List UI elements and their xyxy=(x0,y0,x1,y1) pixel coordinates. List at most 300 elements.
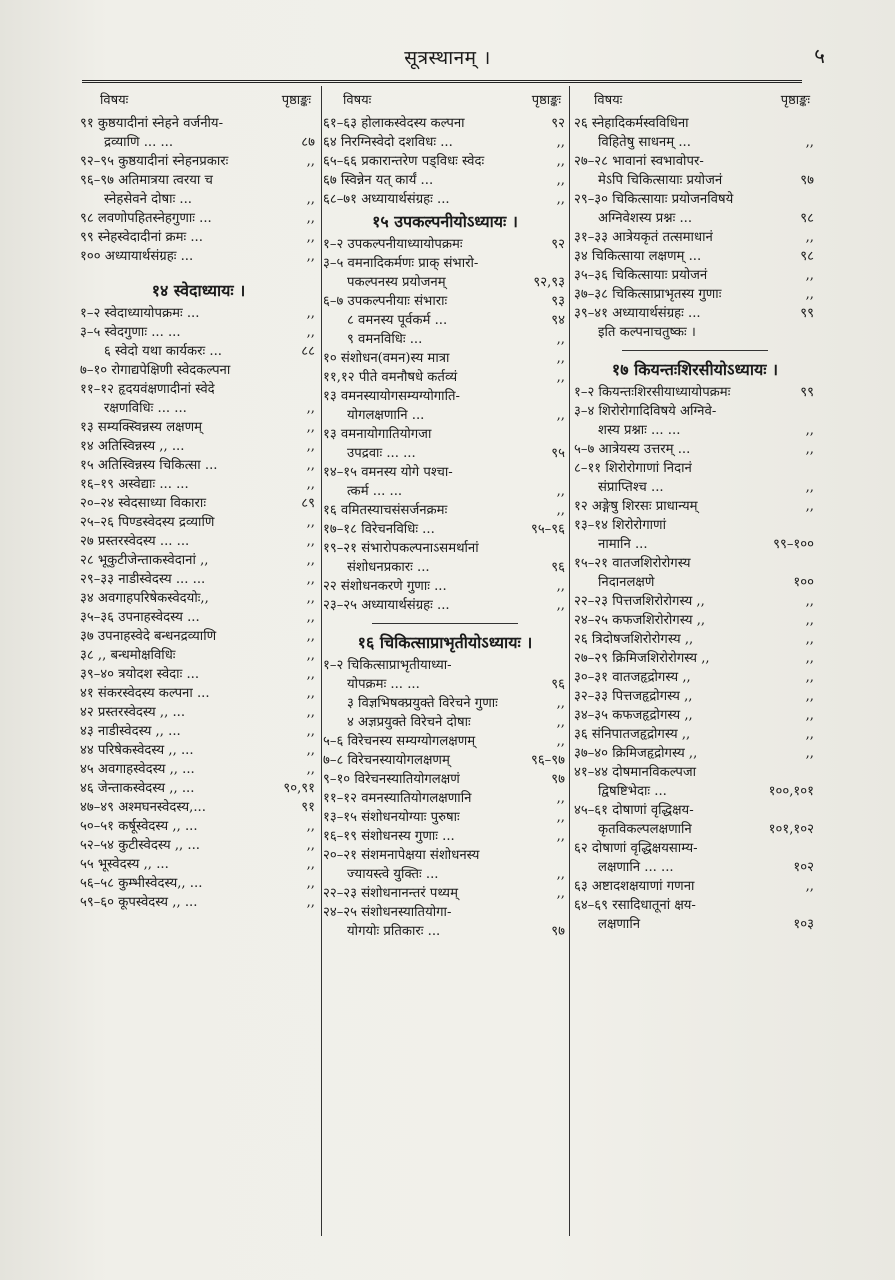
entry-text: ११–१२ हृदयवंक्षणादीनां स्वेदे xyxy=(80,382,215,397)
entry-text: उपद्रवाः ... ... xyxy=(347,446,416,461)
entry-page: ,, xyxy=(306,743,315,758)
entry-page: ,, xyxy=(306,838,315,853)
index-entry xyxy=(80,437,317,456)
entry-text: कृतविकल्पलक्षणानि xyxy=(598,822,692,837)
entry-text: ३२–३३ पित्तजहृद्रोगस्य ,, xyxy=(574,689,693,704)
index-entry xyxy=(80,722,317,741)
column-header xyxy=(574,88,816,114)
index-entry xyxy=(323,406,567,425)
entry-text: १५ अतिस्विन्नस्य चिकित्सा ... xyxy=(80,458,218,473)
entry-text: ३–४ शिरोरोगादिविषये अग्निवे- xyxy=(574,404,717,419)
entry-text: ३७–३८ चिकित्साप्राभृतस्य गुणाः xyxy=(574,287,722,302)
index-entry xyxy=(574,782,816,801)
entry-text: लक्षणानि xyxy=(598,917,641,932)
entry-page: ,, xyxy=(805,746,814,761)
entry-text: ९–१० विरेचनस्यातियोगलक्षणं xyxy=(323,772,460,787)
entry-text: ६२ दोषाणां वृद्धिक्षयसाम्य- xyxy=(574,841,698,856)
entry-page: ,, xyxy=(556,503,565,518)
index-entry xyxy=(80,532,317,551)
index-entry xyxy=(323,694,567,713)
entry-page: ,, xyxy=(306,876,315,891)
index-entry xyxy=(80,247,317,266)
entry-page: ,, xyxy=(306,477,315,492)
entry-page: ,, xyxy=(306,420,315,435)
index-entry xyxy=(80,741,317,760)
index-entry xyxy=(574,152,816,171)
entry-text: ४ अज्ञप्रयुक्ते विरेचने दोषाः xyxy=(347,715,471,730)
index-entry xyxy=(323,311,567,330)
index-entry xyxy=(80,380,317,399)
index-entry xyxy=(323,596,567,615)
entry-page: ९८ xyxy=(800,211,814,226)
entry-text: पकल्पनस्य प्रयोजनम् xyxy=(347,275,446,290)
entry-page: ,, xyxy=(306,325,315,340)
entry-page: ,, xyxy=(556,154,565,169)
entry-text: स्नेहसेवने दोषाः ... xyxy=(104,192,193,207)
entry-text: १३–१४ शिरोरोगाणां xyxy=(574,518,667,533)
index-entry xyxy=(80,570,317,589)
index-entry xyxy=(323,482,567,501)
entry-page: ९६–९७ xyxy=(530,753,565,768)
index-column-1 xyxy=(80,88,317,912)
index-entry xyxy=(323,463,567,482)
entry-page: ,, xyxy=(306,705,315,720)
index-entry xyxy=(80,513,317,532)
entry-text: रक्षणविधिः ... ... xyxy=(104,401,187,416)
entry-page: ,, xyxy=(306,401,315,416)
entry-text: २०–२१ संशमनापेक्षया संशोधनस्य xyxy=(323,848,480,863)
entry-text: १–२ उपकल्पनीयाध्यायोपक्रमः xyxy=(323,237,463,252)
entry-text: ३९–४१ अध्यायार्थसंग्रहः ... xyxy=(574,306,701,321)
entry-page: ,, xyxy=(556,370,565,385)
index-entry xyxy=(574,478,816,497)
index-entry xyxy=(574,402,816,421)
index-entry xyxy=(323,444,567,463)
entry-text: ५९–६० कूपस्वेदस्य ,, ... xyxy=(80,895,198,910)
entry-text: ६५–६६ प्रकारान्तरेण पड्विधः स्वेदः xyxy=(323,154,485,169)
entry-page: ९९ xyxy=(800,385,814,400)
entry-page: ९८ xyxy=(800,249,814,264)
entry-text: नामानि ... xyxy=(598,537,648,552)
entry-text: ५०–५१ कर्षूस्वेदस्य ,, ... xyxy=(80,819,198,834)
entry-text: संप्राप्तिश्च ... xyxy=(598,480,664,495)
entry-page: ,, xyxy=(306,819,315,834)
entry-page: ,, xyxy=(805,613,814,628)
column-header-subject: विषयः xyxy=(594,93,623,108)
entry-page: ,, xyxy=(556,867,565,882)
index-column-2 xyxy=(323,88,567,941)
entry-page: ,, xyxy=(556,829,565,844)
chapter-heading: १४ स्वेदाध्यायः । xyxy=(151,281,246,300)
entry-page: ,, xyxy=(805,442,814,457)
entry-text: ४५ अवगाहस्वेदस्य ,, ... xyxy=(80,762,195,777)
entry-text: ४१–४४ दोषमानविकल्पजा xyxy=(574,765,697,780)
entry-text: ज्यायस्त्वे युक्तिः ... xyxy=(347,867,439,882)
index-entry xyxy=(323,425,567,444)
spacer xyxy=(80,266,317,278)
entry-page: ,, xyxy=(306,572,315,587)
entry-text: १०० अध्यायार्थसंग्रहः ... xyxy=(80,249,194,264)
entry-text: ५–६ विरेचनस्य सम्यग्योगलक्षणम् xyxy=(323,734,476,749)
index-entry xyxy=(574,190,816,209)
entry-page: ९९–१०० xyxy=(773,537,814,552)
entry-text: २२–२३ पित्तजशिरोरोगस्य ,, xyxy=(574,594,705,609)
index-entry xyxy=(323,751,567,770)
index-entry xyxy=(80,703,317,722)
entry-text: १३ वमनस्यायोगसम्यग्योगाति- xyxy=(323,389,460,404)
index-entry xyxy=(323,903,567,922)
index-entry xyxy=(323,235,567,254)
entry-text: ४७–४९ अश्मघनस्वेदस्य,... xyxy=(80,800,206,815)
index-entry xyxy=(574,915,816,934)
index-entry xyxy=(80,475,317,494)
entry-page: ९२,९३ xyxy=(533,275,565,290)
index-entry xyxy=(574,592,816,611)
entry-text: २३–२५ अध्यायार्थसंग्रहः ... xyxy=(323,598,450,613)
entry-text: ४५–६१ दोषाणां वृद्धिक्षय- xyxy=(574,803,694,818)
entry-page: ,, xyxy=(556,715,565,730)
entry-text: ३७–४० क्रिमिजहृद्रोगस्य ,, xyxy=(574,746,698,761)
index-entry xyxy=(574,228,816,247)
entry-page: ,, xyxy=(306,553,315,568)
index-entry xyxy=(323,152,567,171)
entry-text: १२ अङ्गेषु शिरसः प्राधान्यम् xyxy=(574,499,698,514)
index-entry xyxy=(323,789,567,808)
entry-text: योगयोः प्रतिकारः ... xyxy=(347,924,441,939)
entry-page: ,, xyxy=(805,727,814,742)
entry-page: ,, xyxy=(805,651,814,666)
entry-page: ,, xyxy=(556,579,565,594)
index-entry xyxy=(323,808,567,827)
entry-text: ६४–६९ रसादिधातूनां क्षय- xyxy=(574,898,696,913)
index-entry xyxy=(80,133,317,152)
entry-page: ९५–९६ xyxy=(530,522,565,537)
index-entry xyxy=(323,713,567,732)
index-entry xyxy=(323,732,567,751)
index-entry xyxy=(323,827,567,846)
index-entry xyxy=(80,190,317,209)
index-entry xyxy=(574,725,816,744)
index-entry xyxy=(323,865,567,884)
entry-page: ,, xyxy=(306,211,315,226)
chapter-heading: १६ चिकित्साप्राभृतीयोऽध्यायः । xyxy=(357,633,533,652)
entry-page: ,, xyxy=(556,484,565,499)
entry-page: ,, xyxy=(556,886,565,901)
entry-page: ९२ xyxy=(551,237,565,252)
entry-page: ,, xyxy=(306,895,315,910)
entry-text: ३७ उपनाहस्वेदे बन्धनद्रव्याणि xyxy=(80,629,217,644)
index-entry xyxy=(574,877,816,896)
entry-text: द्विषष्टिभेदाः ... xyxy=(598,784,667,799)
index-entry xyxy=(80,855,317,874)
entry-page: ,, xyxy=(556,734,565,749)
entry-page: ,, xyxy=(556,696,565,711)
entry-text: ३६ संनिपातजहृद्रोगस्य ,, xyxy=(574,727,691,742)
index-entry xyxy=(80,589,317,608)
entry-page: ,, xyxy=(805,287,814,302)
running-header-title: सूत्रस्थानम् । xyxy=(404,47,491,69)
entry-text: योपक्रमः ... ... xyxy=(347,677,420,692)
entry-text: ९९ स्नेहस्वेदादीनां क्रमः ... xyxy=(80,230,203,245)
index-entry xyxy=(323,368,567,387)
entry-text: ९६–९७ अतिमात्रया त्वरया च xyxy=(80,173,213,188)
index-entry xyxy=(323,558,567,577)
entry-page: ,, xyxy=(306,762,315,777)
entry-text: १–२ कियन्तःशिरसीयाध्यायोपक्रमः xyxy=(574,385,731,400)
index-entry xyxy=(574,630,816,649)
entry-text: ४२ प्रस्तरस्वेदस्य ,, ... xyxy=(80,705,186,720)
entry-page: ९७ xyxy=(551,924,565,939)
entry-text: २८ भूकुटीजेन्ताकस्वेदानां ,, xyxy=(80,553,209,568)
index-entry xyxy=(323,114,567,133)
entry-text: ६ स्वेदो यथा कार्यकरः ... xyxy=(104,344,222,359)
column-header-page: पृष्ठाङ्कः xyxy=(531,93,561,108)
entry-text: १५–२१ वातजशिरोरोगस्य xyxy=(574,556,691,571)
entry-text: १३–१५ संशोधनयोग्याः पुरुषाः xyxy=(323,810,460,825)
index-entry xyxy=(80,874,317,893)
entry-text: शस्य प्रश्नाः ... ... xyxy=(598,423,681,438)
entry-page: ,, xyxy=(306,857,315,872)
column-header-page: पृष्ठाङ्कः xyxy=(780,93,810,108)
entry-page: ९६ xyxy=(551,560,565,575)
entry-page: ,, xyxy=(805,879,814,894)
index-entry xyxy=(80,494,317,513)
entry-text: इति कल्पनाचतुष्कः । xyxy=(598,325,696,340)
index-entry xyxy=(80,361,317,380)
index-entry xyxy=(80,456,317,475)
entry-text: ४६ जेन्ताकस्वेदस्य ,, ... xyxy=(80,781,195,796)
index-entry xyxy=(574,801,816,820)
index-entry xyxy=(80,665,317,684)
entry-page: ,, xyxy=(306,306,315,321)
index-entry xyxy=(574,285,816,304)
entry-text: ८–११ शिरोरोगाणां निदानं xyxy=(574,461,692,476)
index-entry xyxy=(323,292,567,311)
entry-text: ५६–५८ कुम्भीस्वेदस्य,, ... xyxy=(80,876,203,891)
entry-page: ९५ xyxy=(551,446,565,461)
entry-page: ,, xyxy=(556,192,565,207)
entry-page: ,, xyxy=(306,230,315,245)
entry-text: ३५–३६ उपनाहस्वेदस्य ... xyxy=(80,610,200,625)
index-entry xyxy=(80,342,317,361)
entry-text: २४–२५ कफजशिरोरोगस्य ,, xyxy=(574,613,706,628)
index-entry xyxy=(323,675,567,694)
index-entry xyxy=(323,273,567,292)
index-entry xyxy=(323,922,567,941)
entry-page: १०१,१०२ xyxy=(768,822,814,837)
entry-page: ,, xyxy=(306,458,315,473)
entry-text: ११–१२ वमनस्यातियोगलक्षणानि xyxy=(323,791,472,806)
chapter-heading: १७ कियन्तःशिरसीयोऽध्यायः । xyxy=(611,360,779,379)
index-entry xyxy=(574,421,816,440)
entry-text: २७ प्रस्तरस्वेदस्य ... ... xyxy=(80,534,190,549)
index-entry xyxy=(80,836,317,855)
entry-page: ,, xyxy=(306,629,315,644)
entry-text: ९८ लवणोपहितस्नेहगुणाः ... xyxy=(80,211,212,226)
entry-page: ९७ xyxy=(800,173,814,188)
entry-text: १६–१९ अस्वेद्याः ... ... xyxy=(80,477,189,492)
entry-text: ३४ अवगाहपरिषेकस्वेदयोः,, xyxy=(80,591,209,606)
entry-page: १०२ xyxy=(793,860,814,875)
entry-page: ,, xyxy=(556,351,565,366)
entry-text: योगलक्षणानि ... xyxy=(347,408,425,423)
header-rule xyxy=(82,80,802,83)
index-entry xyxy=(574,820,816,839)
entry-text: ५२–५४ कुटीस्वेदस्य ,, ... xyxy=(80,838,200,853)
index-entry xyxy=(80,817,317,836)
index-entry xyxy=(80,684,317,703)
entry-page: ,, xyxy=(556,791,565,806)
index-entry xyxy=(574,554,816,573)
entry-page: ८८ xyxy=(301,344,315,359)
entry-text: २६ त्रिदोषजशिरोरोगस्य ,, xyxy=(574,632,694,647)
entry-text: २७–२८ भावानां स्वभावोपर- xyxy=(574,154,704,169)
entry-text: ४१ संकरस्वेदस्य कल्पना ... xyxy=(80,686,210,701)
entry-text: ३५–३६ चिकित्सायाः प्रयोजनं xyxy=(574,268,708,283)
index-entry xyxy=(574,573,816,592)
index-entry xyxy=(80,152,317,171)
entry-page: ,, xyxy=(805,689,814,704)
entry-text: १–२ चिकित्साप्राभृतीयाध्या- xyxy=(323,658,452,673)
entry-page: ,, xyxy=(556,408,565,423)
entry-page: ९२ xyxy=(551,116,565,131)
entry-text: विहितेषु साधनम् ... xyxy=(598,135,691,150)
entry-text: ३१–३३ आत्रेयकृतं तत्समाधानं xyxy=(574,230,713,245)
index-entry xyxy=(574,896,816,915)
entry-text: अग्निवेशस्य प्रश्नः ... xyxy=(598,211,693,226)
entry-page: ८७ xyxy=(301,135,315,150)
column-header-subject: विषयः xyxy=(343,93,372,108)
index-entry xyxy=(323,190,567,209)
entry-text: १–२ स्वेदाध्यायोपक्रमः ... xyxy=(80,306,200,321)
entry-page: ,, xyxy=(805,670,814,685)
entry-text: ९ वमनविधिः ... xyxy=(347,332,423,347)
index-entry xyxy=(80,209,317,228)
index-entry xyxy=(80,798,317,817)
index-entry xyxy=(323,501,567,520)
column-divider xyxy=(569,86,570,1236)
entry-page: ,, xyxy=(805,594,814,609)
entry-page: ,, xyxy=(556,173,565,188)
index-entry xyxy=(323,133,567,152)
entry-text: ५–७ आत्रेयस्य उत्तरम् ... xyxy=(574,442,691,457)
entry-text: ९२–९५ कुष्ठयादीनां स्नेहनप्रकारः xyxy=(80,154,229,169)
index-entry xyxy=(574,516,816,535)
entry-page: ९७ xyxy=(551,772,565,787)
index-entry xyxy=(574,744,816,763)
entry-page: ,, xyxy=(306,724,315,739)
entry-text: ३४–३५ कफजहृद्रोगस्य ,, xyxy=(574,708,693,723)
entry-page: १००,१०१ xyxy=(768,784,814,799)
entry-text: ३९–४० त्रयोदश स्वेदाः ... xyxy=(80,667,200,682)
entry-text: २९–३० चिकित्सायाः प्रयोजनविषये xyxy=(574,192,734,207)
entry-text: ७–८ विरेचनस्यायोगलक्षणम् xyxy=(323,753,450,768)
index-entry xyxy=(574,440,816,459)
entry-text: ४४ परिषेकस्वेदस्य ,, ... xyxy=(80,743,194,758)
entry-text: त्कर्म ... ... xyxy=(347,484,403,499)
page-number: ५ xyxy=(814,44,825,68)
entry-page: ९०,९१ xyxy=(283,781,315,796)
entry-page: १०० xyxy=(793,575,814,590)
entry-page: ,, xyxy=(805,480,814,495)
entry-text: ६१–६३ होलाकस्वेदस्य कल्पना xyxy=(323,116,465,131)
entry-page: ,, xyxy=(306,534,315,549)
index-entry xyxy=(323,656,567,675)
entry-text: २५–२६ पिण्डस्वेदस्य द्रव्याणि xyxy=(80,515,215,530)
entry-page: ८९ xyxy=(301,496,315,511)
entry-page: ,, xyxy=(306,686,315,701)
entry-text: मेऽपि चिकित्सायाः प्रयोजनं xyxy=(598,173,723,188)
entry-page: ,, xyxy=(805,632,814,647)
entry-text: ६४ निरग्निस्वेदो दशविधः ... xyxy=(323,135,453,150)
index-entry xyxy=(574,114,816,133)
index-entry xyxy=(574,171,816,190)
index-entry xyxy=(574,133,816,152)
entry-page: ,, xyxy=(805,135,814,150)
entry-text: ६३ अष्टादशक्षयाणां गणना xyxy=(574,879,695,894)
entry-page: ,, xyxy=(556,135,565,150)
index-entry xyxy=(80,760,317,779)
entry-page: ,, xyxy=(306,154,315,169)
column-divider xyxy=(321,86,322,1236)
entry-text: संशोधनप्रकारः ... xyxy=(347,560,430,575)
entry-page: ,, xyxy=(805,708,814,723)
entry-page: ,, xyxy=(306,648,315,663)
entry-text: ६–७ उपकल्पनीयाः संभाराः xyxy=(323,294,448,309)
index-entry xyxy=(80,323,317,342)
entry-text: ३४ चिकित्साया लक्षणम् ... xyxy=(574,249,702,264)
column-header xyxy=(323,88,567,114)
entry-text: २६ स्नेहादिकर्मस्वविधिना xyxy=(574,116,689,131)
entry-page: ,, xyxy=(556,332,565,347)
index-entry xyxy=(80,171,317,190)
index-entry xyxy=(80,399,317,418)
entry-text: ८ वमनस्य पूर्वकर्म ... xyxy=(347,313,448,328)
index-entry xyxy=(323,846,567,865)
entry-page: ,, xyxy=(306,667,315,682)
entry-text: ४३ नाडीस्वेदस्य ,, ... xyxy=(80,724,181,739)
entry-text: १७–१८ विरेचनविधिः ... xyxy=(323,522,435,537)
column-header-subject: विषयः xyxy=(100,93,129,108)
entry-page: ९१ xyxy=(301,800,315,815)
index-entry xyxy=(80,646,317,665)
entry-text: १९–२१ संभारोपकल्पनाऽसमर्थानां xyxy=(323,541,479,556)
entry-text: ३०–३१ वातजहृद्रोगस्य ,, xyxy=(574,670,691,685)
index-entry xyxy=(574,706,816,725)
entry-text: १६ वमितस्याचसंसर्जनक्रमः xyxy=(323,503,448,518)
entry-page: ९३ xyxy=(551,294,565,309)
index-entry xyxy=(80,114,317,133)
entry-text: २९–३३ नाडीस्वेदस्य ... ... xyxy=(80,572,206,587)
index-entry xyxy=(574,383,816,402)
entry-text: द्रव्याणि ... ... xyxy=(104,135,174,150)
entry-page: ९६ xyxy=(551,677,565,692)
index-entry xyxy=(323,577,567,596)
index-entry xyxy=(80,608,317,627)
index-entry xyxy=(574,611,816,630)
column-header xyxy=(80,88,317,114)
entry-text: १३ वमनायोगातियोगजा xyxy=(323,427,432,442)
index-entry xyxy=(323,770,567,789)
entry-page: ,, xyxy=(556,810,565,825)
index-entry xyxy=(574,535,816,554)
index-entry xyxy=(80,228,317,247)
column-header-page: पृष्ठाङ्कः xyxy=(281,93,311,108)
index-entry xyxy=(323,171,567,190)
index-entry xyxy=(574,266,816,285)
entry-page: ,, xyxy=(805,230,814,245)
index-entry xyxy=(80,418,317,437)
